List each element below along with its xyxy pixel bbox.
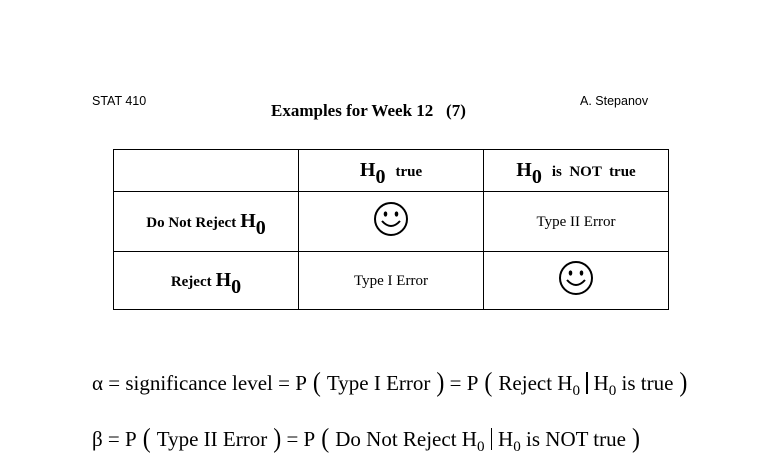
h-subscript: 0 — [375, 166, 386, 188]
h-subscript: 0 — [231, 276, 242, 298]
page-title: Examples for Week 12 (7) — [271, 101, 466, 120]
beta-do-not-reject: Do Not Reject H — [335, 427, 477, 451]
beta-formula-cutoff — [92, 423, 640, 455]
col-header-text: true — [395, 164, 423, 180]
row-label: Do Not Reject — [146, 215, 237, 231]
h-subscript: 0 — [572, 383, 581, 400]
row-label: Reject — [170, 274, 212, 290]
beta-tail: is NOT true — [520, 427, 626, 451]
given-bar-icon — [586, 372, 588, 394]
decision-table — [113, 149, 669, 310]
col-header-h0-true — [299, 150, 484, 192]
course-label: STAT 410 — [92, 94, 147, 108]
paren-open-icon: ( — [315, 423, 336, 454]
cell-correct-decision — [484, 252, 669, 310]
paren-open-icon: ( — [136, 423, 157, 454]
smiley-icon — [558, 260, 594, 301]
h-symbol: H — [359, 159, 376, 181]
col-header-h0-not-true — [484, 150, 669, 192]
paren-close-icon: ) — [625, 423, 640, 454]
corner-cell — [114, 150, 299, 192]
alpha-tail: is true — [616, 371, 674, 395]
h-subscript: 0 — [255, 217, 266, 239]
h-subscript: 0 — [608, 383, 617, 400]
paren-close-icon: ) — [673, 367, 688, 398]
beta-event: Type II Error — [156, 427, 268, 451]
beta-h: H — [498, 427, 514, 451]
paren-open-icon: ( — [478, 367, 499, 398]
cell-type-ii-error — [484, 192, 669, 252]
beta-eq: = P — [281, 427, 316, 451]
alpha-formula — [92, 367, 688, 400]
beta-lhs: β = P — [92, 427, 137, 451]
smiley-icon — [373, 201, 409, 242]
cell-text: Type II Error — [536, 213, 616, 230]
paren-close-icon: ) — [267, 423, 282, 454]
paren-open-icon: ( — [306, 367, 327, 398]
cell-text: Type I Error — [354, 272, 428, 289]
cell-type-i-error — [299, 252, 484, 310]
h-subscript: 0 — [531, 166, 542, 188]
col-header-text: is NOT true — [551, 164, 636, 180]
row-header-reject — [114, 252, 299, 310]
h-symbol: H — [516, 159, 532, 181]
row-header-do-not-reject — [114, 192, 299, 252]
h-symbol: H — [215, 269, 232, 291]
alpha-reject: Reject H — [498, 371, 573, 395]
h-subscript: 0 — [513, 439, 521, 455]
alpha-eq: = P — [444, 371, 479, 395]
alpha-event: Type I Error — [326, 371, 431, 395]
cell-correct-decision — [299, 192, 484, 252]
given-bar-icon — [491, 428, 493, 450]
alpha-h: H — [593, 371, 609, 395]
h-subscript: 0 — [476, 439, 485, 455]
alpha-lhs: α = significance level = P — [92, 371, 307, 395]
author-label: A. Stepanov — [580, 94, 649, 108]
h-symbol: H — [240, 210, 256, 232]
paren-close-icon: ) — [430, 367, 445, 398]
